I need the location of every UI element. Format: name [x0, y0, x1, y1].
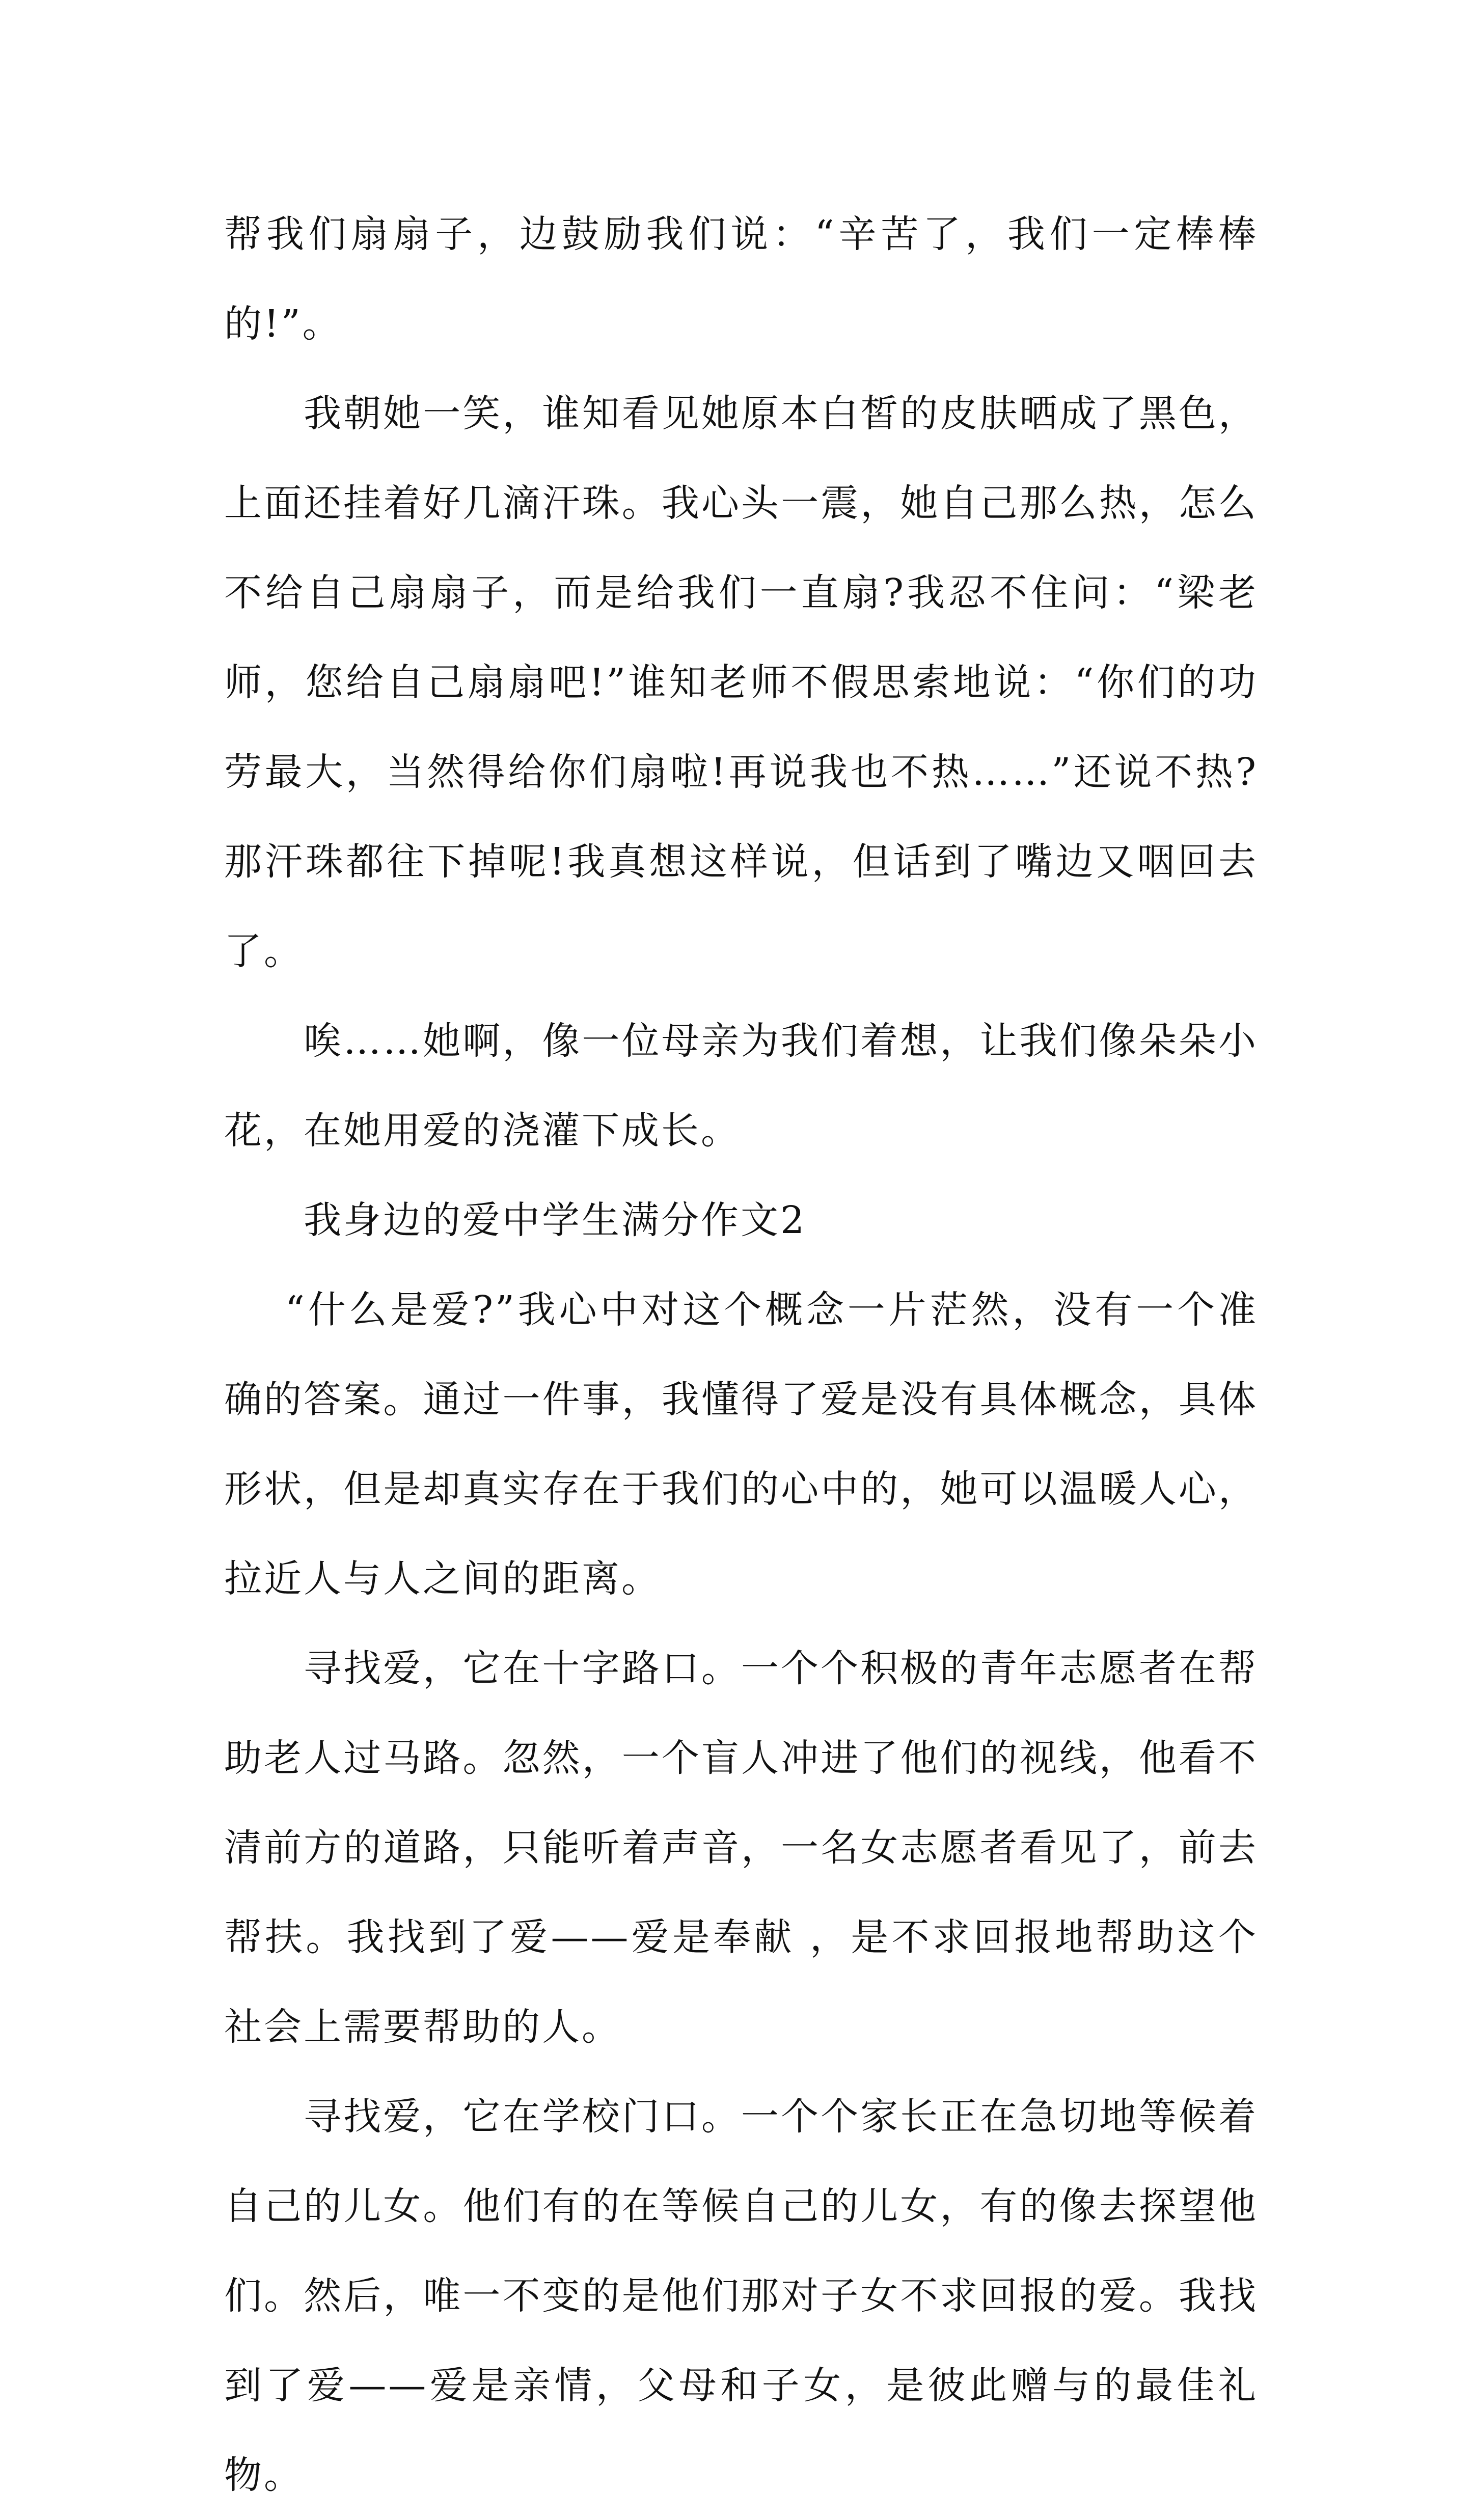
paragraph-1: 帮我们扇扇子，边鼓励我们说：“辛苦了，我们一定棒棒的!”。 — [224, 212, 1258, 346]
paragraph-2: 我朝她一笑，谁知看见她原本白皙的皮肤晒成了黑色，上面还挂着好几滴汗珠。我心头一震，她自己那么热，怎么不给自己扇扇子，而是给我们一直扇?我忍不住问：“梁老师，您给自己扇扇吧!”谁知老师不假思索地说：“你们的功劳最大，当然得给你们扇啦!再说我也不热……”还说不热?那汗珠都往下掉呢!我真想这样说，但话到了嘴边又咽回去了。 — [224, 392, 1258, 973]
paragraph-5: 寻找爱，它在十字路口。一个个积极的青年志愿者在帮助老人过马路。忽然，一个盲人冲进了他们的视线，他看不清前方的道路，只能听着声音，一名女志愿者看见了，前去帮扶。我找到了爱——爱是奉献 ，是不求回报地帮助这个社会上需要帮助的人。 — [224, 1647, 1258, 2049]
essay-title-2: 我身边的爱中学生满分作文2 — [304, 1198, 807, 1242]
document-body — [224, 189, 1258, 2520]
paragraph-6: 寻找爱，它在学校门口。一个个家长正在急切地等候着自己的儿女。他们有的在等候自己的儿女，有的像去探望他们。然后，唯一不变的是他们那对子女不求回报的爱。我找到了爱——爱是亲情，父母和子女，是彼此赠与的最佳礼物。 — [224, 2095, 1258, 2497]
paragraph-3: 唉……她啊，像一位母亲为我们着想，让我们像朵朵小花，在她用爱的浇灌下成长。 — [224, 1019, 1258, 1153]
paragraph-4: “什么是爱?”我心中对这个概念一片茫然，没有一个准确的答案。通过一件事，我懂得了爱是没有具体概念，具体形状，但是却真实存在于我们的心中的，她可以温暖人心，拉近人与人之间的距离。 — [224, 1288, 1258, 1601]
